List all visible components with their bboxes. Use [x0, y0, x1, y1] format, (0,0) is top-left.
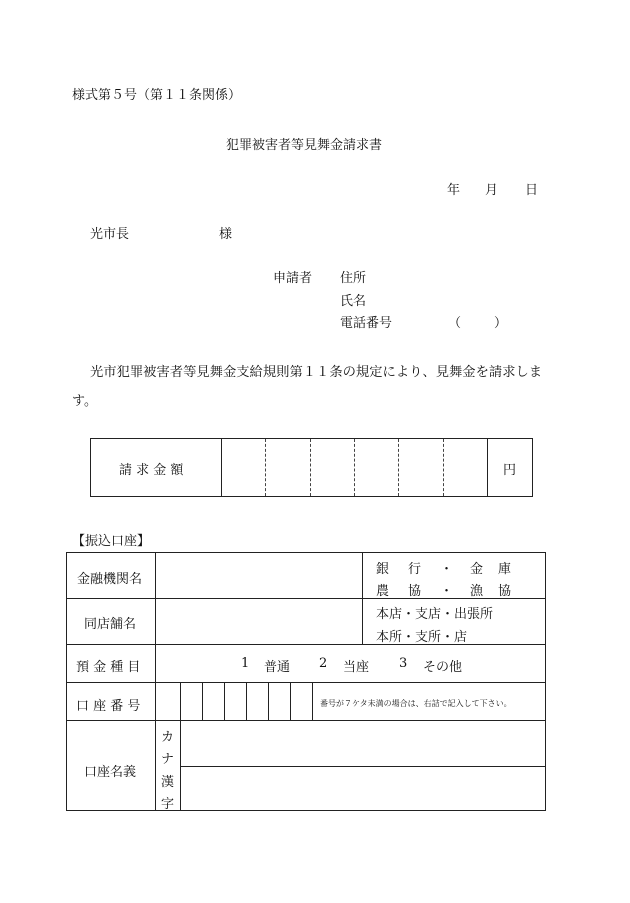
addressee-honorific: 様 [219, 227, 233, 242]
institution-type-kinko: 金 [470, 562, 484, 577]
deposit-option-3-label: その他 [423, 660, 463, 675]
addressee-name: 光市長 [90, 227, 130, 242]
deposit-option-2-label: 当座 [343, 660, 370, 675]
applicant-label: 申請者 [273, 271, 313, 286]
phone-paren-close: ） [494, 316, 508, 331]
branch-label: 同店舗名 [84, 617, 137, 632]
institution-type-gyokyo: 漁 [470, 584, 484, 599]
account-number-note: 番号が７ケタ未満の場合は、右詰で記入して下さい。 [320, 699, 512, 708]
deposit-option-1-num: 1 [241, 656, 250, 671]
institution-type-sep: ・ [440, 584, 454, 599]
account-number-label: 口 座 番 号 [76, 699, 141, 714]
phone-paren-open: （ [448, 316, 462, 331]
institution-type-gyokyo: 協 [498, 584, 512, 599]
date-day: 日 [525, 183, 539, 198]
deposit-option-3-num: 3 [399, 656, 408, 671]
kana-label-2: ナ [161, 752, 175, 767]
applicant-phone-label: 電話番号 [340, 316, 393, 331]
page-title: 犯罪被害者等見舞金請求書 [226, 138, 383, 153]
institution-type-bank: 銀 [376, 562, 390, 577]
institution-type-bank: 行 [408, 562, 422, 577]
amount-label: 請 求 金 額 [119, 463, 184, 478]
deposit-option-2-num: 2 [319, 656, 328, 671]
amount-unit: 円 [503, 463, 517, 478]
kanji-label-1: 漢 [161, 775, 175, 790]
date-month: 月 [485, 183, 499, 198]
institution-type-nokyo: 協 [408, 584, 422, 599]
date-year: 年 [447, 183, 461, 198]
applicant-address-label: 住所 [340, 271, 367, 286]
applicant-name-label: 氏名 [340, 294, 367, 309]
bank-section-heading: 【振込口座】 [72, 534, 151, 549]
branch-types-line1: 本店・支店・出張所 [376, 607, 494, 622]
deposit-type-label: 預 金 種 目 [76, 660, 141, 675]
kana-label-1: カ [161, 730, 175, 745]
kanji-label-2: 字 [161, 797, 175, 812]
body-text-line2: す。 [72, 394, 97, 409]
institution-type-sep: ・ [440, 562, 454, 577]
body-text-line1: 光市犯罪被害者等見舞金支給規則第１１条の規定により、見舞金を請求しま [90, 365, 543, 380]
deposit-option-1-label: 普通 [264, 660, 291, 675]
form-number: 様式第５号（第１１条関係） [72, 88, 242, 103]
institution-label: 金融機関名 [77, 572, 143, 587]
institution-type-kinko: 庫 [498, 562, 512, 577]
branch-types-line2: 本所・支所・店 [376, 630, 468, 645]
account-name-label: 口座名義 [84, 765, 137, 780]
institution-type-nokyo: 農 [376, 584, 390, 599]
